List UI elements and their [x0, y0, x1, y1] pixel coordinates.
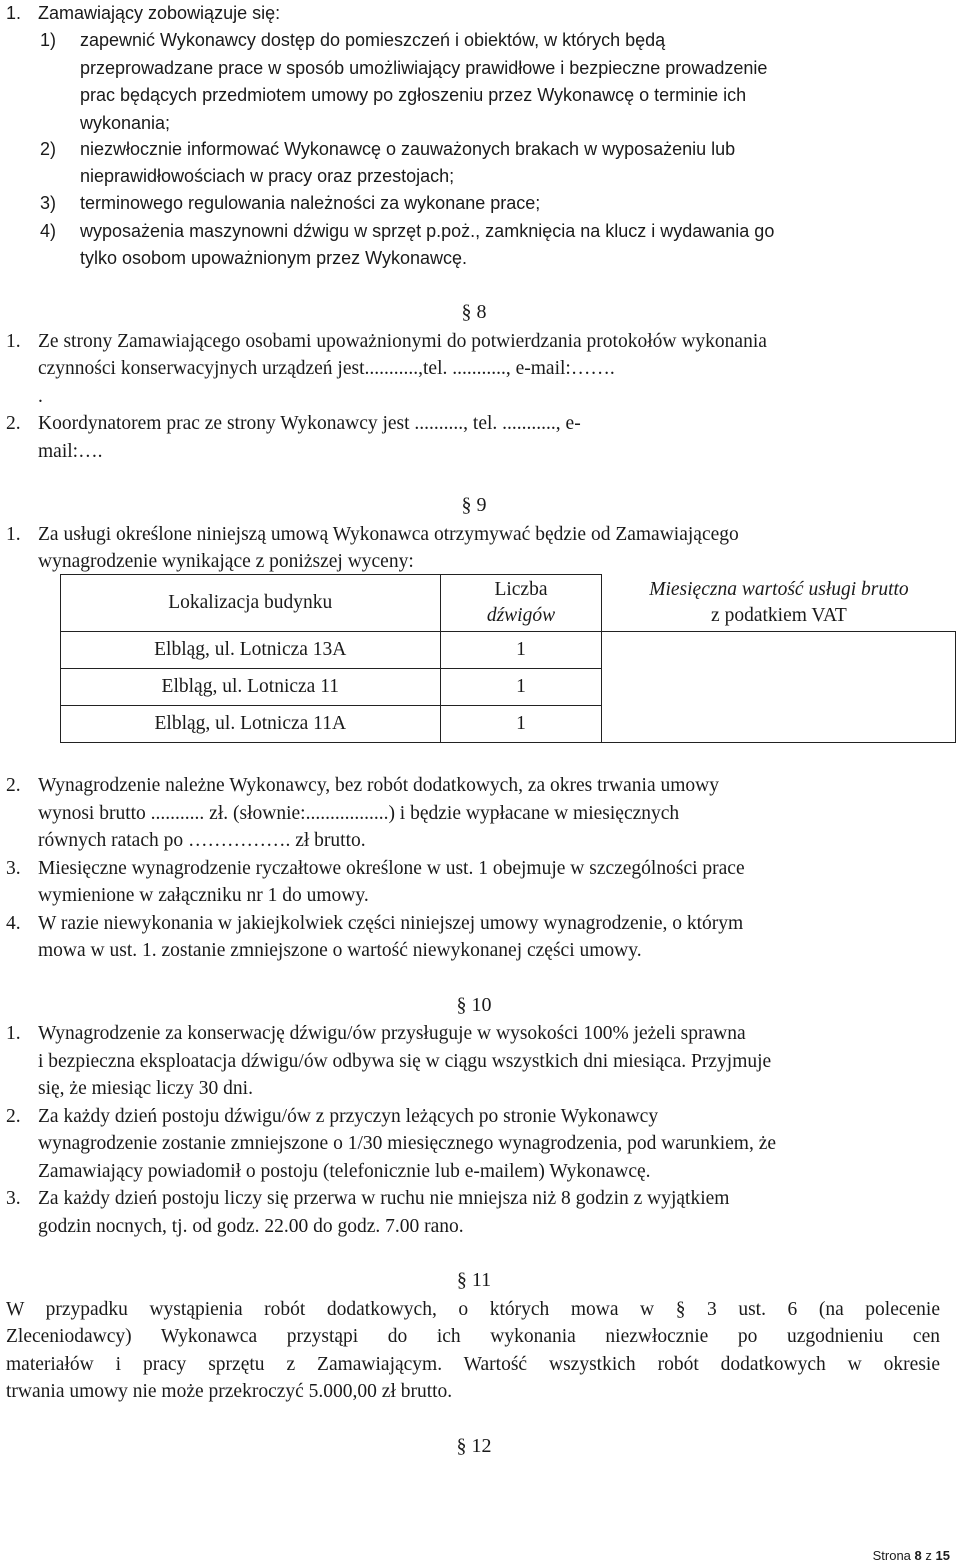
page-footer — [873, 1548, 950, 1563]
paragraph-line: Za każdy dzień postoju liczy się przerwa w ruchu nie mniejsza niż 8 godzin z wyjątkiem — [38, 1188, 730, 1209]
paragraph-line: równych ratach po ……………. zł brutto. — [38, 830, 366, 851]
paragraph-line: wynosi brutto ........... zł. (słownie:.................) i będzie wypłacane w miesięcznych — [38, 803, 680, 824]
paragraph-number: 2. — [6, 413, 21, 434]
paragraph-line: Miesięczne wynagrodzenie ryczałtowe określone w ust. 1 obejmuje w szczególności prace — [38, 858, 745, 879]
paragraph-line: godzin nocnych, tj. od godz. 22.00 do godz. 7.00 rano. — [38, 1216, 464, 1237]
paragraph-number: 3. — [6, 1188, 21, 1209]
paragraph-line: trwania umowy nie może przekroczyć 5.000,00 zł brutto. — [6, 1381, 453, 1402]
table-header-row — [61, 575, 956, 632]
cell-count: 1 — [440, 706, 602, 743]
paragraph-number: 3. — [6, 858, 21, 879]
cell-count: 1 — [440, 669, 602, 706]
paragraph-line: Wynagrodzenie za konserwację dźwigu/ów przysługuje w wysokości 100% jeżeli sprawna — [38, 1023, 746, 1044]
paragraph-number: 1. — [6, 331, 21, 352]
subitem-line: przeprowadzane prace w sposób umożliwiający prawidłowe i bezpieczne prowadzenie — [80, 58, 768, 78]
column-header-count — [440, 575, 602, 632]
header-line: z podatkiem VAT — [711, 604, 847, 626]
paragraph-line: Wynagrodzenie należne Wykonawcy, bez robót dodatkowych, za okres trwania umowy — [38, 775, 719, 796]
paragraph-line: mowa w ust. 1. zostanie zmniejszone o wartość niewykonanej części umowy. — [38, 940, 642, 961]
paragraph-line: Ze strony Zamawiającego osobami upoważnionymi do potwierdzania protokołów wykonania — [38, 331, 767, 352]
header-line: Liczba — [494, 579, 548, 600]
subitem-number: 1) — [40, 30, 57, 50]
paragraph-line: wymienione w załączniku nr 1 do umowy. — [38, 885, 369, 906]
section-8-heading: § 8 — [461, 301, 487, 323]
section-11-heading: § 11 — [456, 1269, 492, 1291]
cell-location: Elbląg, ul. Lotnicza 11 — [61, 669, 441, 706]
paragraph-number: 2. — [6, 1106, 21, 1127]
section-10-heading: § 10 — [456, 994, 492, 1016]
item-number: 1. — [6, 3, 22, 23]
column-header-location: Lokalizacja budynku — [61, 575, 441, 632]
subitem-number: 2) — [40, 139, 57, 159]
paragraph-line: W razie niewykonania w jakiejkolwiek części niniejszej umowy wynagrodzenie, o którym — [38, 913, 744, 934]
subitem-line: zapewnić Wykonawcy dostęp do pomieszczeń i obiektów, w których będą — [80, 30, 666, 50]
subitem-line: wykonania; — [80, 113, 171, 133]
paragraph-line: wynagrodzenie zostanie zmniejszone o 1/30 miesięcznego wynagrodzenia, pod warunkiem, że — [38, 1133, 777, 1154]
paragraph-line: mail:…. — [38, 441, 103, 462]
section-9-heading: § 9 — [461, 494, 487, 516]
table-row — [61, 632, 956, 669]
paragraph-line: Za usługi określone niniejszą umową Wykonawca otrzymywać będzie od Zamawiającego — [38, 524, 739, 545]
footer-page-number: 8 — [914, 1548, 922, 1563]
paragraph-line: . — [38, 386, 43, 407]
paragraph-number: 1. — [6, 1023, 21, 1044]
paragraph-line: się, że miesiąc liczy 30 dni. — [38, 1078, 253, 1099]
paragraph-line: W przypadku wystąpienia robót dodatkowych, o których mowa w § 3 ust. 6 (na polecenie — [6, 1299, 940, 1320]
footer-page-total: 15 — [935, 1548, 950, 1563]
cell-value — [602, 632, 956, 743]
subitem-line: niezwłocznie informować Wykonawcę o zauważonych brakach w wyposażeniu lub — [80, 139, 736, 159]
subitem-line: wyposażenia maszynowni dźwigu w sprzęt p.poż., zamknięcia na klucz i wydawania go — [80, 221, 775, 241]
footer-label: Strona — [872, 1548, 911, 1563]
column-header-value — [602, 575, 956, 632]
paragraph-line: Za każdy dzień postoju dźwigu/ów z przyczyn leżących po stronie Wykonawcy — [38, 1106, 659, 1127]
paragraph-line: materiałów i pracy sprzętu z Zamawiającym. Wartość wszystkich robót dodatkowych w okresie — [6, 1354, 940, 1375]
subitem-line: prac będących przedmiotem umowy po zgłoszeniu przez Wykonawcę o terminie ich — [80, 85, 747, 105]
paragraph-number: 4. — [6, 913, 21, 934]
cell-count: 1 — [440, 632, 602, 669]
paragraph-line: Zamawiający powiadomił o postoju (telefonicznie lub e-mailem) Wykonawcę. — [38, 1161, 651, 1182]
footer-separator: z — [925, 1548, 932, 1563]
paragraph-number: 1. — [6, 524, 21, 545]
subitem-line: terminowego regulowania należności za wykonane prace; — [80, 193, 541, 213]
cell-location: Elbląg, ul. Lotnicza 13A — [61, 632, 441, 669]
subitem-line: tylko osobom upoważnionym przez Wykonawcę. — [80, 248, 468, 268]
subitem-line: nieprawidłowościach w pracy oraz przestojach; — [80, 166, 455, 186]
paragraph-number: 2. — [6, 775, 21, 796]
header-line: Miesięczna wartość usługi brutto — [649, 578, 909, 600]
paragraph-line: wynagrodzenie wynikające z poniższej wyceny: — [38, 551, 414, 572]
paragraph-line: Zleceniodawcy) Wykonawca przystąpi do ich wykonania niezwłocznie po uzgodnieniu cen — [6, 1326, 940, 1347]
section-12-heading: § 12 — [456, 1435, 492, 1457]
cell-location: Elbląg, ul. Lotnicza 11A — [61, 706, 441, 743]
subitem-number: 3) — [40, 193, 57, 213]
header-line: dźwigów — [486, 605, 556, 626]
paragraph-line: Koordynatorem prac ze strony Wykonawcy jest .........., tel. ..........., e- — [38, 413, 581, 434]
paragraph-line: i bezpieczna eksploatacja dźwigu/ów odbywa się w ciągu wszystkich dni miesiąca. Przyjmuje — [38, 1051, 772, 1072]
pricing-table — [60, 574, 956, 743]
paragraph-line: czynności konserwacyjnych urządzeń jest...........,tel. ..........., e-mail:……. — [38, 358, 615, 379]
item-text: Zamawiający zobowiązuje się: — [38, 3, 281, 23]
subitem-number: 4) — [40, 221, 57, 241]
